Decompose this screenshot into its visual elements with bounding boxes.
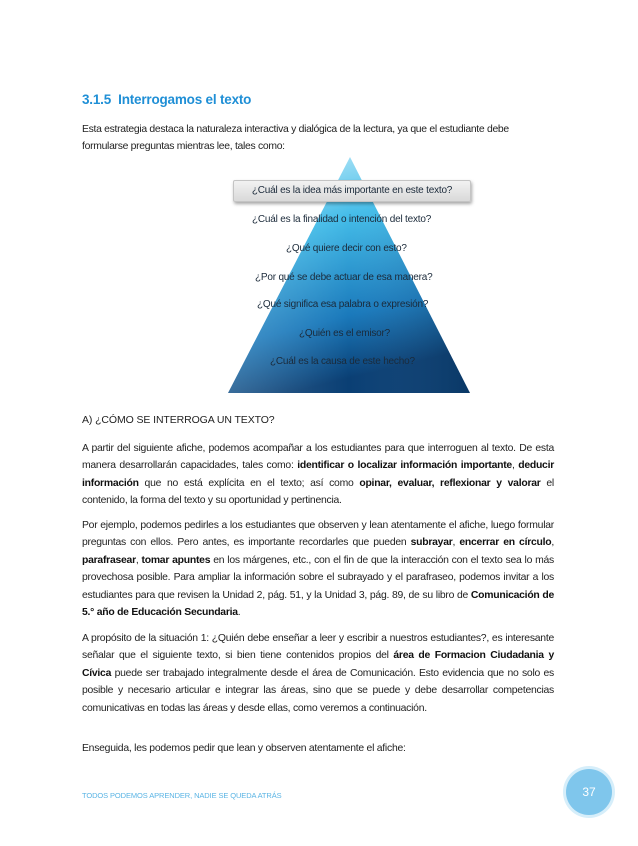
paragraph-4: Enseguida, les podemos pedir que lean y observen atentamente el afiche: xyxy=(82,743,406,754)
page-number: 37 xyxy=(582,785,596,799)
pyramid-question-6: ¿Quién es el emisor? xyxy=(299,328,391,339)
page-number-badge xyxy=(566,769,612,815)
pyramid-question-7: ¿Cuál es la causa de este hecho? xyxy=(270,356,415,367)
footer-text: TODOS PODEMOS APRENDER, NADIE SE QUEDA ATRÁS xyxy=(82,791,282,800)
subheading: A) ¿CÓMO SE INTERROGA UN TEXTO? xyxy=(82,414,275,426)
pyramid-question-1: ¿Cuál es la idea más importante en este texto? xyxy=(233,180,471,202)
pyramid-question-2: ¿Cuál es la finalidad o intención del texto? xyxy=(252,214,432,225)
section-number: 3.1.5 xyxy=(82,92,112,107)
pyramid-question-4: ¿Por qué se debe actuar de esa manera? xyxy=(255,272,433,283)
pyramid-question-3: ¿Qué quiere decir con esto? xyxy=(286,243,407,254)
paragraph-2: Por ejemplo, podemos pedirles a los estudiantes que observen y lean atentamente el afiche, luego formular preguntas con ellos. Pero antes, es importante recordarles que pueden subrayar, encerrar en círculo, parafrasear, tomar apuntes en los márgenes, etc., con el fin de que la interacción con el texto sea lo más provechosa posible. Para ampliar la información sobre el subrayado y el parafraseo, podemos invitar a los estudiantes para que revisen la Unidad 2, pág. 51, y la Unidad 3, pág. 89, de su libro de Comunicación de 5.° año de Educación Secundaria. xyxy=(82,520,555,619)
section-title-text: Interrogamos el texto xyxy=(118,92,252,107)
pyramid-question-5: ¿Qué significa esa palabra o expresión? xyxy=(257,299,429,310)
intro-paragraph: Esta estrategia destaca la naturaleza interactiva y dialógica de la lectura, ya que el estudiante debe formularse preguntas mientras lee, tales como: xyxy=(82,124,509,152)
paragraph-1: A partir del siguiente afiche, podemos acompañar a los estudiantes para que interroguen al texto. De esta manera desarrollarán capacidades, tales como: identificar o localizar información importante, deducir información que no está explícita en el texto; así como opinar, evaluar, reflexionar y valorar el contenido, la forma del texto y su oportunidad y pertinencia. xyxy=(82,443,554,507)
question-pyramid xyxy=(0,0,638,400)
paragraph-3: A propósito de la situación 1: ¿Quién debe enseñar a leer y escribir a nuestros estudiantes?, es interesante señalar que el siguiente texto, si bien tiene contenidos propios del área de Formacion Ciudadania y Cívica puede ser trabajado integralmente desde el área de Comunicación. Esto evidencia que no solo es posible y necesario articular e integrar las áreas, sino que se puede y debe desarrollar competencias comunicativas en todas las áreas y desde ellas, como veremos a continuación. xyxy=(82,633,554,714)
